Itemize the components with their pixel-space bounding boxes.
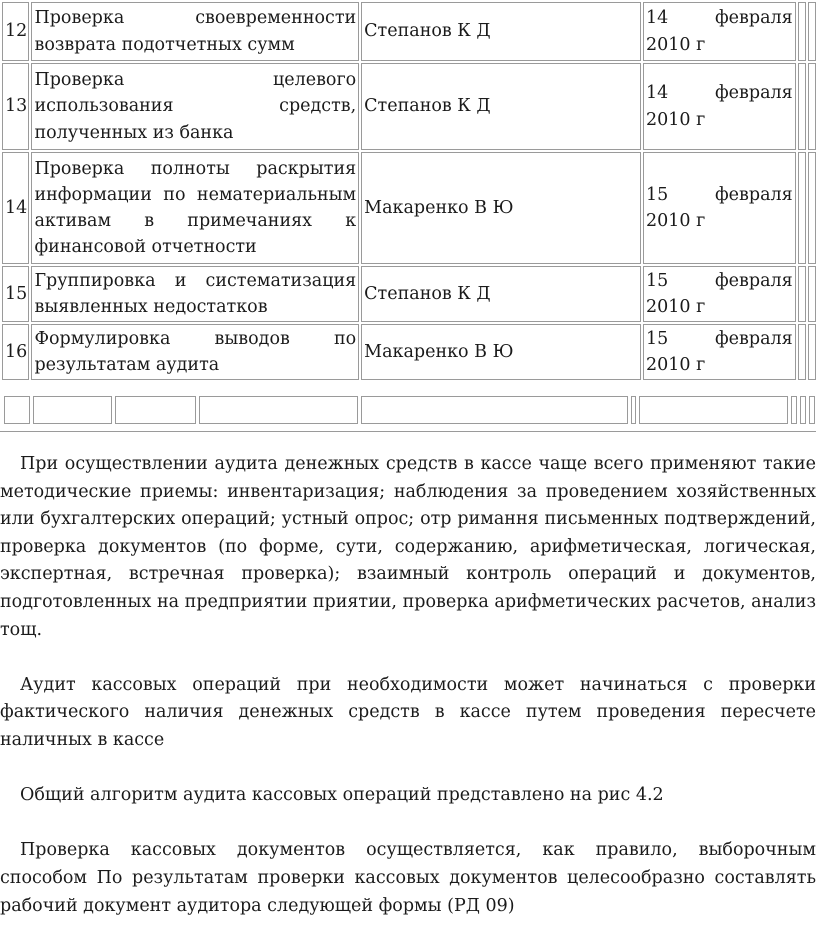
task-cell: Проверка полноты раскрытия информации по нематериальным активам в примечаниях к финансовой отчетности (31, 152, 359, 264)
task-cell: Формулировка выводов по результатам аудита (31, 324, 359, 380)
date-year: 2010 г (646, 109, 706, 130)
date-cell (643, 2, 796, 61)
empty-cell (801, 397, 806, 424)
row-number: 12 (2, 2, 29, 61)
empty-cell (640, 397, 788, 424)
date-cell (643, 63, 796, 150)
paragraph: При осуществлении аудита денежных средств в кассе чаще всего применяют такие методические приемы: инвентаризация; наблюдения за проведением хозяйственных или бухгалтерских операций; устный опрос; отр римання письменных подтверждений, проверка документов (по форме, сути, содержанию, арифметическая, логическая, экспертная, встречная проверка); взаимный контроль операций и документов, подготовленных на предприятии приятии, проверка арифметических расчетов, анализ тощ. (0, 454, 816, 640)
audit-plan-table-region (0, 0, 816, 432)
empty-cell (798, 266, 806, 322)
empty-cell (632, 397, 636, 424)
date-year: 2010 г (646, 355, 706, 375)
task-cell: Проверка своевременности возврата подотчетных сумм (31, 2, 359, 61)
date-year: 2010 г (646, 34, 706, 55)
date-day: 15 (646, 270, 669, 291)
empty-cell (808, 2, 816, 61)
empty-cell (808, 266, 816, 322)
empty-cell (200, 397, 358, 424)
row-number: 16 (2, 324, 29, 380)
paragraph: Аудит кассовых операций при необходимости может начинаться с проверки фактического наличия денежных средств в кассе путем проведения пересчете наличных в кассе (0, 674, 816, 750)
row-number: 13 (2, 63, 29, 150)
empty-cell (798, 324, 806, 380)
blank-table-row (0, 392, 816, 432)
date-month: февраля (714, 270, 793, 291)
row-number: 15 (2, 266, 29, 322)
date-month: февраля (714, 83, 793, 104)
paragraph: Проверка кассовых документов осуществляется, как правило, выборочным способом По результатам проверки кассовых документов целесообразно составлять рабочий документ аудитора следующей формы (РД 09) (0, 840, 816, 916)
date-day: 15 (646, 328, 669, 349)
empty-cell (810, 397, 815, 424)
table-row (2, 2, 816, 61)
responsible-cell: Макаренко В Ю (361, 152, 641, 264)
responsible-cell: Макаренко В Ю (361, 324, 641, 380)
row-number: 14 (2, 152, 29, 264)
audit-plan-table (0, 0, 816, 382)
empty-cell (798, 63, 806, 150)
paragraph: Общий алгоритм аудита кассовых операций представлено на рис 4.2 (20, 785, 664, 806)
empty-cell (798, 2, 806, 61)
task-cell: Проверка целевого использования средств, полученных из банка (31, 63, 359, 150)
date-day: 14 (646, 83, 669, 104)
responsible-cell: Степанов К Д (361, 63, 641, 150)
empty-cell (808, 63, 816, 150)
task-cell: Группировка и систематизация выявленных недостатков (31, 266, 359, 322)
empty-cell (116, 397, 196, 424)
responsible-cell: Степанов К Д (361, 266, 641, 322)
empty-cell (798, 152, 806, 264)
empty-cell (808, 152, 816, 264)
empty-cell (362, 397, 628, 424)
table-row (2, 152, 816, 264)
empty-cell (5, 397, 30, 424)
empty-cell (34, 397, 112, 424)
table-row (2, 324, 816, 380)
date-month: февраля (714, 184, 793, 205)
date-month: февраля (714, 328, 793, 349)
responsible-cell: Степанов К Д (361, 2, 641, 61)
empty-cell (808, 324, 816, 380)
date-cell (643, 324, 796, 380)
empty-cell (792, 397, 797, 424)
table-row (2, 266, 816, 322)
date-year: 2010 г (646, 211, 706, 231)
date-year: 2010 г (646, 297, 706, 317)
date-month: февраля (714, 8, 793, 29)
date-day: 15 (646, 184, 669, 205)
body-text (0, 451, 816, 920)
date-cell (643, 266, 796, 322)
table-row (2, 63, 816, 150)
date-cell (643, 152, 796, 264)
table-body (2, 2, 816, 380)
date-day: 14 (646, 8, 669, 29)
